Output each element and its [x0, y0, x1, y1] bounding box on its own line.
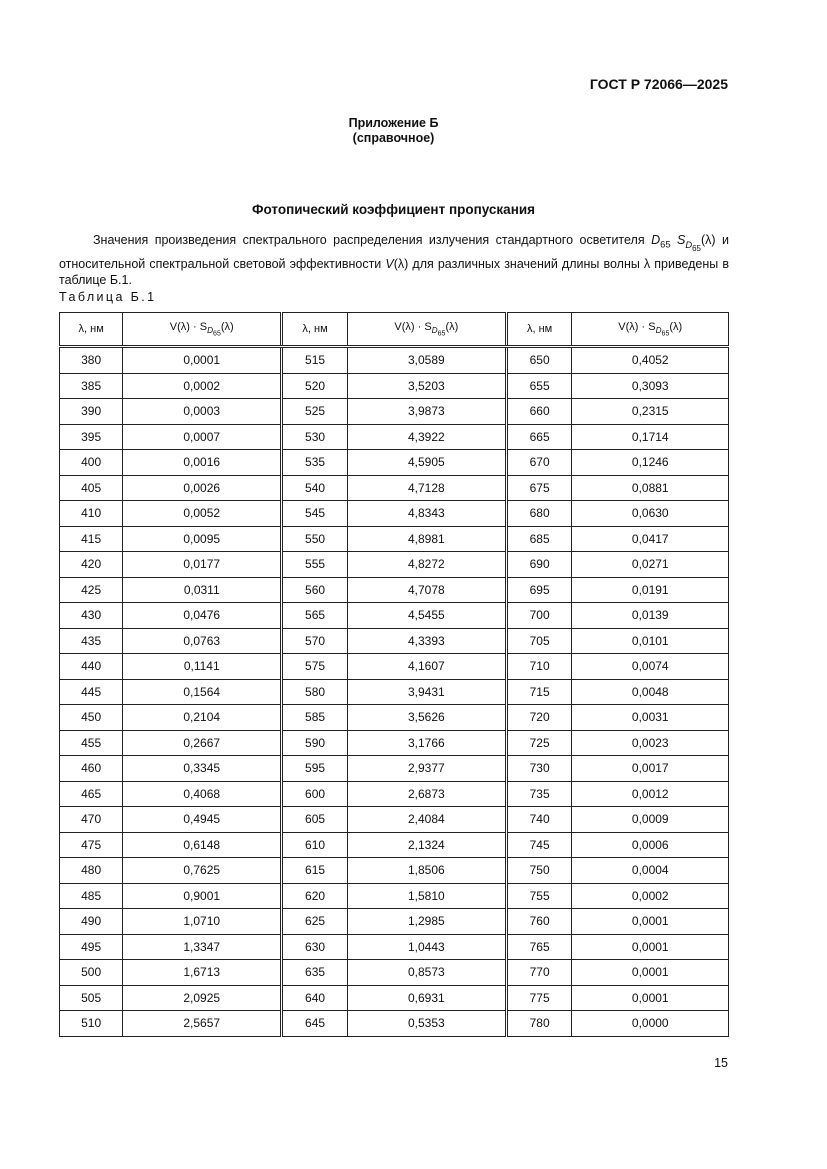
section-title: Фотопический коэффициент пропускания [251, 202, 536, 217]
cell-wavelength: 680 [506, 501, 572, 527]
cell-wavelength: 420 [60, 552, 123, 578]
cell-value: 1,0443 [347, 934, 506, 960]
cell-value: 4,7128 [347, 475, 506, 501]
cell-value: 1,0710 [123, 909, 282, 935]
cell-wavelength: 535 [282, 450, 348, 476]
s-subsubscript: 65 [692, 243, 701, 253]
cell-value: 4,5905 [347, 450, 506, 476]
cell-wavelength: 465 [60, 781, 123, 807]
cell-value: 1,6713 [123, 960, 282, 986]
cell-wavelength: 765 [506, 934, 572, 960]
cell-wavelength: 485 [60, 883, 123, 909]
cell-wavelength: 690 [506, 552, 572, 578]
cell-wavelength: 475 [60, 832, 123, 858]
cell-wavelength: 640 [282, 985, 348, 1011]
cell-wavelength: 490 [60, 909, 123, 935]
cell-value: 4,3393 [347, 628, 506, 654]
cell-wavelength: 460 [60, 756, 123, 782]
cell-value: 0,5353 [347, 1011, 506, 1037]
cell-value: 0,2315 [572, 399, 729, 425]
cell-value: 4,5455 [347, 603, 506, 629]
cell-value: 4,1607 [347, 654, 506, 680]
cell-wavelength: 530 [282, 424, 348, 450]
cell-wavelength: 615 [282, 858, 348, 884]
cell-value: 2,5657 [123, 1011, 282, 1037]
cell-wavelength: 430 [60, 603, 123, 629]
table-row [60, 450, 729, 476]
cell-wavelength: 620 [282, 883, 348, 909]
cell-value: 4,7078 [347, 577, 506, 603]
table-row [60, 858, 729, 884]
cell-wavelength: 720 [506, 705, 572, 731]
cell-wavelength: 425 [60, 577, 123, 603]
cell-wavelength: 780 [506, 1011, 572, 1037]
table-row [60, 1011, 729, 1037]
cell-value: 4,3922 [347, 424, 506, 450]
cell-value: 2,1324 [347, 832, 506, 858]
cell-wavelength: 570 [282, 628, 348, 654]
table-row [60, 679, 729, 705]
cell-wavelength: 700 [506, 603, 572, 629]
cell-wavelength: 455 [60, 730, 123, 756]
cell-wavelength: 770 [506, 960, 572, 986]
cell-value: 3,5203 [347, 373, 506, 399]
cell-wavelength: 515 [282, 347, 348, 374]
cell-value: 0,0031 [572, 705, 729, 731]
cell-value: 0,0003 [123, 399, 282, 425]
header-lambda: λ, нм [282, 313, 348, 347]
cell-value: 0,0000 [572, 1011, 729, 1037]
cell-wavelength: 560 [282, 577, 348, 603]
intro-text-1: Значения произведения спектрального распределения излучения стандартного осветителя [93, 233, 652, 247]
cell-value: 0,0007 [123, 424, 282, 450]
cell-value: 0,0001 [572, 985, 729, 1011]
cell-wavelength: 775 [506, 985, 572, 1011]
cell-wavelength: 695 [506, 577, 572, 603]
cell-wavelength: 380 [60, 347, 123, 374]
cell-value: 1,3347 [123, 934, 282, 960]
table-row [60, 705, 729, 731]
cell-wavelength: 525 [282, 399, 348, 425]
cell-value: 0,0191 [572, 577, 729, 603]
cell-value: 0,0001 [572, 934, 729, 960]
cell-wavelength: 600 [282, 781, 348, 807]
lambda-arg: (λ) [700, 233, 716, 247]
table-row [60, 424, 729, 450]
cell-wavelength: 740 [506, 807, 572, 833]
cell-value: 3,9873 [347, 399, 506, 425]
cell-value: 1,5810 [347, 883, 506, 909]
cell-wavelength: 625 [282, 909, 348, 935]
cell-value: 0,0763 [123, 628, 282, 654]
cell-value: 2,9377 [347, 756, 506, 782]
cell-value: 0,0048 [572, 679, 729, 705]
appendix-title: Приложение Б [348, 116, 439, 130]
cell-value: 3,5626 [347, 705, 506, 731]
table-row [60, 628, 729, 654]
cell-wavelength: 450 [60, 705, 123, 731]
cell-value: 1,2985 [347, 909, 506, 935]
header-lambda: λ, нм [506, 313, 572, 347]
cell-value: 2,0925 [123, 985, 282, 1011]
header-product: $V(\lambda) \cdot S_{D_{65}}(\lambda)$ [347, 313, 506, 347]
table-row [60, 577, 729, 603]
cell-value: 0,0002 [572, 883, 729, 909]
header-product: $V(\lambda) \cdot S_{D_{65}}(\lambda)$ [572, 313, 729, 347]
cell-value: 0,9001 [123, 883, 282, 909]
cell-value: 3,1766 [347, 730, 506, 756]
header-lambda: λ, нм [60, 313, 123, 347]
table-body [60, 347, 729, 1037]
table-row [60, 832, 729, 858]
cell-value: 4,8981 [347, 526, 506, 552]
appendix-subtitle: (справочное) [352, 131, 435, 145]
cell-wavelength: 480 [60, 858, 123, 884]
cell-value: 0,0016 [123, 450, 282, 476]
cell-wavelength: 665 [506, 424, 572, 450]
d65-subscript: 65 [660, 239, 671, 250]
cell-value: 0,4945 [123, 807, 282, 833]
cell-value: 0,1564 [123, 679, 282, 705]
cell-wavelength: 595 [282, 756, 348, 782]
cell-wavelength: 735 [506, 781, 572, 807]
cell-value: 0,0023 [572, 730, 729, 756]
cell-value: 1,8506 [347, 858, 506, 884]
cell-value: 0,0004 [572, 858, 729, 884]
table-row [60, 654, 729, 680]
cell-value: 0,6931 [347, 985, 506, 1011]
table-row [60, 603, 729, 629]
cell-wavelength: 630 [282, 934, 348, 960]
cell-wavelength: 395 [60, 424, 123, 450]
table-row [60, 552, 729, 578]
intro-paragraph [59, 232, 729, 288]
cell-wavelength: 745 [506, 832, 572, 858]
cell-wavelength: 645 [282, 1011, 348, 1037]
table-row [60, 934, 729, 960]
cell-value: 0,0630 [572, 501, 729, 527]
cell-wavelength: 750 [506, 858, 572, 884]
cell-wavelength: 635 [282, 960, 348, 986]
cell-wavelength: 405 [60, 475, 123, 501]
cell-wavelength: 470 [60, 807, 123, 833]
cell-value: 0,3345 [123, 756, 282, 782]
cell-value: 0,0009 [572, 807, 729, 833]
cell-value: 0,6148 [123, 832, 282, 858]
table-row [60, 781, 729, 807]
cell-value: 4,8343 [347, 501, 506, 527]
v-symbol: V [385, 257, 394, 272]
cell-wavelength: 440 [60, 654, 123, 680]
table-row [60, 909, 729, 935]
cell-wavelength: 670 [506, 450, 572, 476]
cell-value: 0,0139 [572, 603, 729, 629]
cell-value: 0,4068 [123, 781, 282, 807]
cell-value: 0,0001 [572, 909, 729, 935]
cell-wavelength: 445 [60, 679, 123, 705]
cell-wavelength: 685 [506, 526, 572, 552]
cell-wavelength: 400 [60, 450, 123, 476]
header-product: $V(\lambda) \cdot S_{D_{65}}(\lambda)$ [123, 313, 282, 347]
cell-value: 0,3093 [572, 373, 729, 399]
cell-value: 0,0001 [123, 347, 282, 374]
cell-value: 0,1246 [572, 450, 729, 476]
table-row [60, 501, 729, 527]
cell-value: 0,0017 [572, 756, 729, 782]
cell-wavelength: 725 [506, 730, 572, 756]
cell-wavelength: 510 [60, 1011, 123, 1037]
s-subscript: D [685, 239, 693, 250]
table-row [60, 730, 729, 756]
cell-wavelength: 550 [282, 526, 348, 552]
cell-value: 0,8573 [347, 960, 506, 986]
cell-value: 0,2104 [123, 705, 282, 731]
cell-wavelength: 390 [60, 399, 123, 425]
cell-value: 0,7625 [123, 858, 282, 884]
cell-value: 0,2667 [123, 730, 282, 756]
cell-wavelength: 545 [282, 501, 348, 527]
table-row [60, 883, 729, 909]
document-code: ГОСТ Р 72066—2025 [589, 76, 728, 92]
cell-value: 2,6873 [347, 781, 506, 807]
intro-text-2: и относительной спектральной световой эффективности [59, 233, 729, 272]
cell-value: 0,0001 [572, 960, 729, 986]
cell-value: 4,8272 [347, 552, 506, 578]
cell-wavelength: 705 [506, 628, 572, 654]
cell-wavelength: 505 [60, 985, 123, 1011]
cell-value: 0,0026 [123, 475, 282, 501]
cell-wavelength: 730 [506, 756, 572, 782]
table-row [60, 985, 729, 1011]
cell-wavelength: 500 [60, 960, 123, 986]
cell-value: 0,0881 [572, 475, 729, 501]
cell-wavelength: 660 [506, 399, 572, 425]
cell-value: 0,0095 [123, 526, 282, 552]
cell-wavelength: 585 [282, 705, 348, 731]
cell-value: 0,4052 [572, 347, 729, 374]
cell-value: 2,4084 [347, 807, 506, 833]
s-symbol: S [677, 233, 686, 247]
table-row [60, 526, 729, 552]
cell-value: 0,0006 [572, 832, 729, 858]
table-row [60, 399, 729, 425]
cell-wavelength: 385 [60, 373, 123, 399]
cell-wavelength: 565 [282, 603, 348, 629]
page-number: 15 [714, 1056, 728, 1070]
cell-wavelength: 555 [282, 552, 348, 578]
cell-wavelength: 650 [506, 347, 572, 374]
table-row [60, 756, 729, 782]
table-row [60, 807, 729, 833]
cell-wavelength: 580 [282, 679, 348, 705]
cell-wavelength: 590 [282, 730, 348, 756]
appendix-heading [0, 116, 787, 146]
cell-wavelength: 755 [506, 883, 572, 909]
cell-value: 0,0101 [572, 628, 729, 654]
cell-value: 0,0074 [572, 654, 729, 680]
table-row [60, 347, 729, 374]
cell-value: 3,9431 [347, 679, 506, 705]
cell-wavelength: 610 [282, 832, 348, 858]
cell-wavelength: 655 [506, 373, 572, 399]
cell-value: 0,0476 [123, 603, 282, 629]
cell-wavelength: 575 [282, 654, 348, 680]
cell-value: 0,0177 [123, 552, 282, 578]
cell-value: 0,1714 [572, 424, 729, 450]
cell-value: 0,0002 [123, 373, 282, 399]
table-header-row [60, 313, 729, 347]
cell-value: 0,1141 [123, 654, 282, 680]
cell-wavelength: 710 [506, 654, 572, 680]
table-row [60, 373, 729, 399]
cell-wavelength: 715 [506, 679, 572, 705]
d65-symbol: D [651, 233, 661, 247]
cell-value: 0,0311 [123, 577, 282, 603]
cell-value: 0,0052 [123, 501, 282, 527]
cell-wavelength: 410 [60, 501, 123, 527]
cell-wavelength: 415 [60, 526, 123, 552]
cell-wavelength: 675 [506, 475, 572, 501]
table-row [60, 960, 729, 986]
cell-wavelength: 435 [60, 628, 123, 654]
data-table [59, 312, 729, 1037]
cell-wavelength: 760 [506, 909, 572, 935]
cell-wavelength: 495 [60, 934, 123, 960]
table-label: Таблица Б.1 [59, 290, 157, 304]
cell-wavelength: 605 [282, 807, 348, 833]
cell-wavelength: 520 [282, 373, 348, 399]
intro-text-3: (λ) для различных значений длины волны λ приведены в таблице Б.1. [59, 257, 729, 288]
cell-wavelength: 540 [282, 475, 348, 501]
cell-value: 0,0417 [572, 526, 729, 552]
cell-value: 0,0012 [572, 781, 729, 807]
table-row [60, 475, 729, 501]
cell-value: 3,0589 [347, 347, 506, 374]
cell-value: 0,0271 [572, 552, 729, 578]
